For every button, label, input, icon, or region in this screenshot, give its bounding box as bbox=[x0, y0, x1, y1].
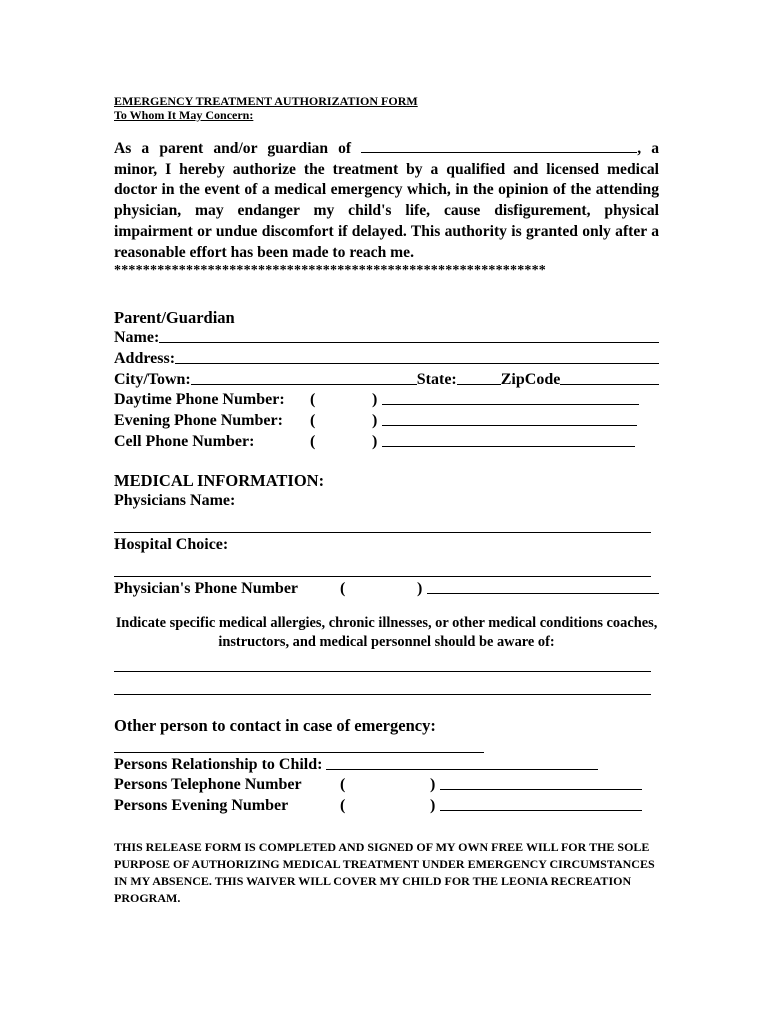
zip-label: ZipCode bbox=[500, 370, 561, 388]
hospital-choice-label: Hospital Choice: bbox=[114, 536, 229, 554]
emergency-telephone-field[interactable] bbox=[440, 775, 642, 790]
cell-area-close: ) bbox=[372, 432, 378, 450]
authorization-suffix: , a minor, I hereby authorize the treatment by a qualified and licensed medical doctor in the event of a medical emergency which, in the opinion of the attending physician, may endanger my child's life, cause disfigurement, physical impairment or undue discomfort if delayed. This authority is granted only after a reasonable effort has been made to reach me. bbox=[114, 140, 659, 261]
form-page bbox=[114, 94, 659, 907]
parent-name-field[interactable] bbox=[159, 328, 659, 343]
form-title: EMERGENCY TREATMENT AUTHORIZATION FORM bbox=[114, 94, 418, 108]
zip-field[interactable] bbox=[560, 370, 659, 385]
evening-phone-label: Evening Phone Number: bbox=[114, 412, 283, 430]
state-field[interactable] bbox=[457, 370, 501, 385]
hospital-choice-field[interactable] bbox=[114, 556, 651, 577]
emergency-telephone-label: Persons Telephone Number bbox=[114, 776, 302, 794]
emergency-evening-label: Persons Evening Number bbox=[114, 796, 289, 814]
physician-name-label: Physicians Name: bbox=[114, 492, 236, 510]
separator-line: ************************************************************ bbox=[114, 263, 546, 279]
emergency-telephone-close: ) bbox=[430, 776, 436, 794]
city-field[interactable] bbox=[191, 370, 417, 385]
emergency-evening-field[interactable] bbox=[440, 796, 642, 811]
emergency-evening-open: ( bbox=[340, 796, 346, 814]
parent-name-row bbox=[114, 328, 659, 349]
daytime-phone-field[interactable] bbox=[382, 390, 639, 405]
emergency-evening-row bbox=[114, 796, 659, 817]
emergency-telephone-row bbox=[114, 775, 659, 796]
daytime-phone-row bbox=[114, 390, 659, 411]
allergies-line-1[interactable] bbox=[114, 653, 651, 672]
evening-phone-field[interactable] bbox=[382, 411, 637, 426]
city-label: City/Town: bbox=[114, 370, 191, 388]
address-label: Address: bbox=[114, 349, 176, 367]
relationship-row bbox=[114, 755, 659, 776]
physician-area-open: ( bbox=[340, 579, 346, 597]
physician-phone-label: Physician's Phone Number bbox=[114, 579, 299, 597]
physician-phone-field[interactable] bbox=[427, 579, 659, 594]
physician-name-field[interactable] bbox=[114, 512, 651, 533]
address-field[interactable] bbox=[175, 349, 659, 364]
physician-phone-row bbox=[114, 579, 659, 600]
cell-phone-label: Cell Phone Number: bbox=[114, 432, 255, 450]
evening-phone-row bbox=[114, 411, 659, 432]
relationship-field[interactable] bbox=[326, 755, 598, 770]
cell-phone-field[interactable] bbox=[382, 432, 635, 447]
medical-info-heading: MEDICAL INFORMATION: bbox=[114, 471, 325, 491]
parent-guardian-heading: Parent/Guardian bbox=[114, 308, 235, 328]
state-label: State: bbox=[416, 370, 457, 388]
address-row bbox=[114, 349, 659, 370]
emergency-evening-close: ) bbox=[430, 796, 436, 814]
name-label: Name: bbox=[114, 329, 160, 347]
allergies-instructions: Indicate specific medical allergies, chronic illnesses, or other medical conditions coaches, instructors, and medical personnel should be aware of: bbox=[115, 614, 658, 651]
release-statement: THIS RELEASE FORM IS COMPLETED AND SIGNED OF MY OWN FREE WILL FOR THE SOLE PURPOSE OF AUTHORIZING MEDICAL TREATMENT UNDER EMERGENCY CIRCUMSTANCES IN MY ABSENCE. THIS WAIVER WILL COVER MY CHILD FOR THE LEONIA RECREATION PROGRAM. bbox=[114, 839, 655, 905]
relationship-label: Persons Relationship to Child: bbox=[114, 755, 323, 773]
salutation: To Whom It May Concern: bbox=[114, 108, 254, 122]
emergency-contact-name-field[interactable] bbox=[114, 736, 484, 753]
daytime-area-open: ( bbox=[310, 391, 316, 409]
cell-area-open: ( bbox=[310, 432, 316, 450]
evening-area-open: ( bbox=[310, 412, 316, 430]
physician-area-close: ) bbox=[417, 579, 423, 597]
emergency-contact-heading: Other person to contact in case of emergency: bbox=[114, 715, 436, 735]
minor-name-field[interactable] bbox=[361, 138, 637, 153]
daytime-phone-label: Daytime Phone Number: bbox=[114, 391, 285, 409]
city-state-zip-row bbox=[114, 370, 659, 391]
authorization-prefix: As a parent and/or guardian of bbox=[114, 140, 352, 157]
allergies-line-2[interactable] bbox=[114, 672, 651, 695]
authorization-paragraph bbox=[114, 138, 659, 263]
cell-phone-row bbox=[114, 432, 659, 453]
evening-area-close: ) bbox=[372, 412, 378, 430]
emergency-telephone-open: ( bbox=[340, 776, 346, 794]
daytime-area-close: ) bbox=[372, 391, 378, 409]
